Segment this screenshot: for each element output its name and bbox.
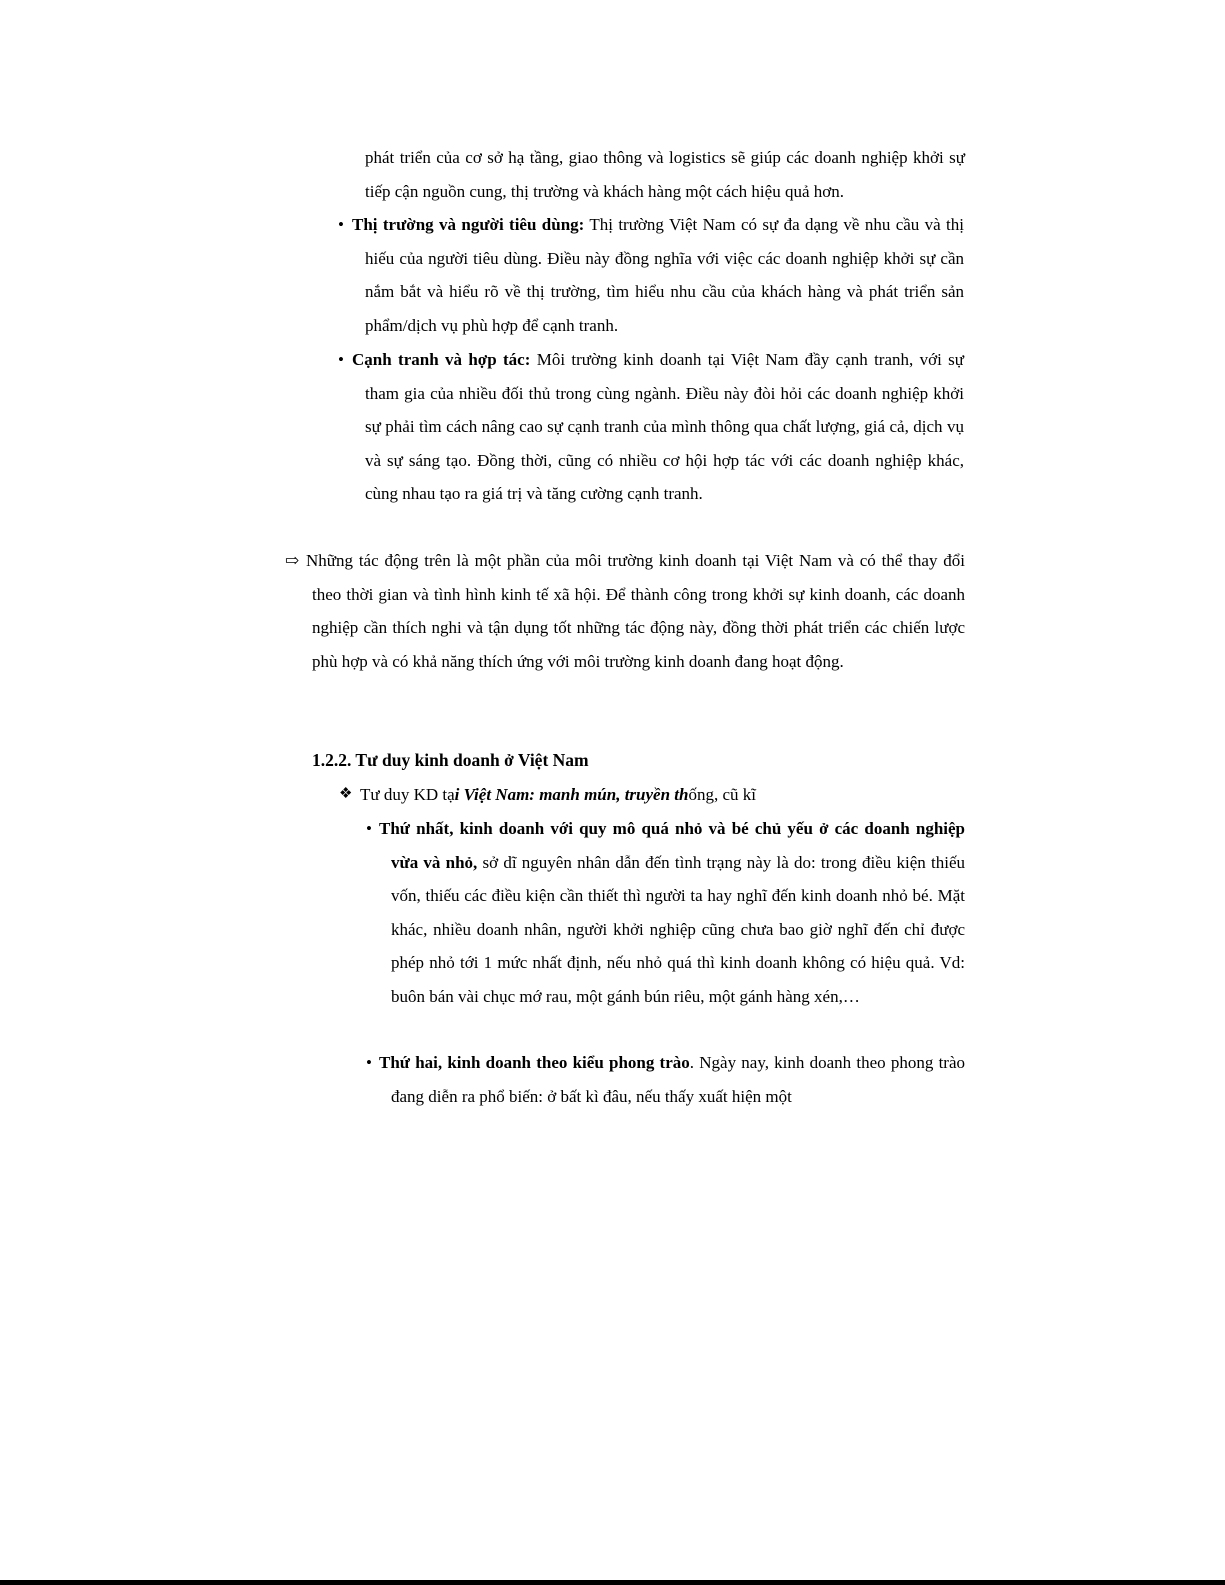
mindset-summary-emphasis: i Việt Nam: manh mún, truyền th	[454, 785, 689, 804]
diamond-bullet-icon: ❖	[339, 786, 353, 802]
conclusion-paragraph	[306, 544, 965, 678]
mindset-summary-post: ống, cũ kĩ	[688, 785, 757, 804]
bullet-item-small-scale	[379, 812, 965, 1013]
conclusion-text: Những tác động trên là một phần của môi trường kinh doanh tại Việt Nam và có thể thay đổi theo thời gian và tình hình kinh tế xã hội. Để thành công trong khởi sự kinh doanh, các doanh nghiệp cần thích nghi và tận dụng tốt những tác động này, đồng thời phát triển các chiến lược phù hợp và có khả năng thích ứng với môi trường kinh doanh đang hoạt động.	[306, 551, 965, 671]
bullet-item-small-scale-text: sở dĩ nguyên nhân dẫn đến tình trạng này là do: trong điều kiện thiếu vốn, thiếu các điều kiện cần thiết thì người ta hay nghĩ đến kinh doanh nhỏ bé. Mặt khác, nhiều doanh nhân, người khởi nghiệp cũng chưa bao giờ nghĩ đến chỉ được phép nhỏ tới 1 mức nhất định, nếu nhỏ quá thì kinh doanh không có hiệu quả. Vd: buôn bán vài chục mớ rau, một gánh bún riêu, một gánh hàng xén,…	[391, 852, 965, 1006]
continuation-paragraph: phát triển của cơ sở hạ tầng, giao thông và logistics sẽ giúp các doanh nghiệp khởi sự tiếp cận nguồn cung, thị trường và khách hàng một cách hiệu quả hơn.	[365, 148, 965, 201]
bullet-item-trend-text: . Ngày nay, kinh doanh theo phong trào đang diễn ra phổ biến: ở bất kì đâu, nếu thấy xuất hiện một	[391, 1053, 965, 1106]
bullet-item-market-title: Thị trường và người tiêu dùng:	[352, 215, 585, 234]
bullet-item-trend	[379, 1046, 965, 1113]
mindset-summary-pre: Tư duy KD tạ	[360, 785, 455, 804]
bullet-item-competition-text: Môi trường kinh doanh tại Việt Nam đầy cạnh tranh, với sự tham gia của nhiều đối thủ trong cùng ngành. Điều này đòi hỏi các doanh nghiệp khởi sự phải tìm cách nâng cao sự cạnh tranh của mình thông qua chất lượng, giá cả, dịch vụ và sự sáng tạo. Đồng thời, cũng có nhiều cơ hội hợp tác với các doanh nghiệp khác, cùng nhau tạo ra giá trị và tăng cường cạnh tranh.	[365, 350, 964, 503]
bullet-item-small-scale-title: Thứ nhất, kinh doanh với quy mô quá nhỏ và bé chủ yếu ở các doanh nghiệp vừa và nhỏ,	[379, 819, 965, 872]
bullet-item-market	[352, 208, 964, 342]
arrow-right-icon: ⇨	[285, 551, 300, 570]
mindset-summary	[360, 778, 960, 812]
page-bottom-border	[0, 1580, 1225, 1585]
bullet-item-competition	[352, 343, 964, 511]
bullet-icon: •	[338, 350, 344, 369]
bullet-item-competition-title: Cạnh tranh và hợp tác:	[352, 350, 531, 369]
bullet-icon: •	[366, 819, 372, 838]
bullet-item-trend-title: Thứ hai, kinh doanh theo kiểu phong trào	[379, 1053, 690, 1072]
bullet-icon: •	[338, 215, 344, 234]
bullet-item-market-text: Thị trường Việt Nam có sự đa dạng về nhu cầu và thị hiếu của người tiêu dùng. Điều này đồng nghĩa với việc các doanh nghiệp khởi sự cần nắm bắt và hiểu rõ về thị trường, tìm hiểu nhu cầu của khách hàng và phát triển sản phẩm/dịch vụ phù hợp để cạnh tranh.	[365, 215, 964, 335]
section-heading: 1.2.2. Tư duy kinh doanh ở Việt Nam	[312, 750, 589, 770]
bullet-icon: •	[366, 1053, 372, 1072]
